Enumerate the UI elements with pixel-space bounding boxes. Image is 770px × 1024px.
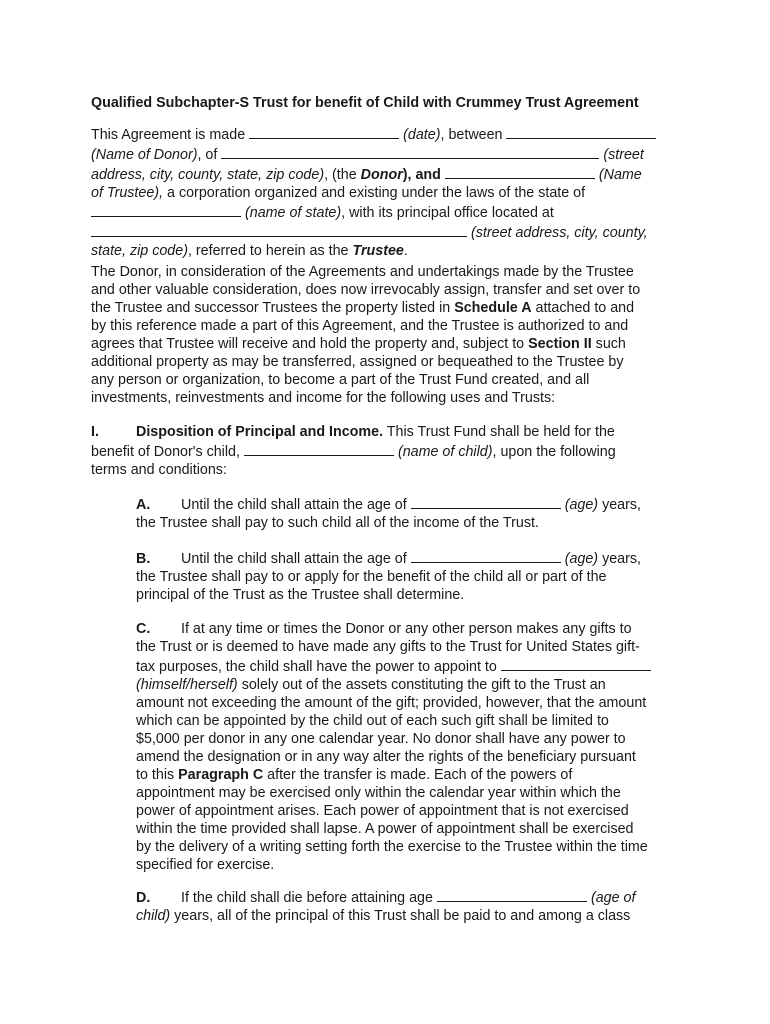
trustee-address-blank[interactable]: [91, 222, 467, 237]
appointee-blank[interactable]: [501, 656, 651, 671]
document-title: Qualified Subchapter-S Trust for benefit of Child with Crummey Trust Agreement: [91, 95, 639, 111]
intro-line-2: (Name of Donor), of (street: [91, 144, 681, 164]
paragraph-c: C. If at any time or times the Donor or any other person makes any gifts to the Trust or is deemed to have made any gifts to the Trust for United States gift- tax purposes, the child shall have the power to appoint to (himself/herself) solely out of the assets constituting the gift to the Trust an amount not exceeding the amount of the gift; provided, however, that the amount which can be appointed by the child out of each such gift shall be limited to $5,000 per donor in any one calendar year. No donor shall have any power to amend the designation or in any way alter the rights of the beneficiary pursuant to this Paragraph C after the transfer is made. Each of the powers of appointment may be exercised only within the calendar year within which the power of appointment arises. Each power of appointment that is not exercised within the time provided shall lapse. A power of appointment shall be exercised by the delivery of a writing setting forth the exercise to the Trustee within the time specified for exercise.: [136, 620, 681, 874]
intro-line-6: (street address, city, county,: [91, 222, 681, 242]
paragraph-b: B. Until the child shall attain the age of (age) years, the Trustee shall pay to or apply for the benefit of the child all or part of the principal of the Trust as the Trustee shall determine.: [136, 548, 681, 604]
intro-line-1: This Agreement is made (date), between: [91, 124, 681, 144]
intro-line-7: state, zip code), referred to herein as the Trustee.: [91, 243, 408, 259]
age-blank-b[interactable]: [411, 548, 561, 563]
consideration-paragraph: The Donor, in consideration of the Agreements and undertakings made by the Trustee and other valuable consideration, does now irrevocably assign, transfer and set over to the Trustee and successor Trustees the property listed in Schedule A attached to and by this reference made a part of this Agreement, and the Trustee is authorized to and agrees that Trustee will receive and hold the property and, subject to Section II such additional property as may be transferred, assigned or bequeathed to the Trustee by any person or organization, to become a part of the Trust Fund created, and all investments, reinvestments and income for the following uses and Trusts:: [91, 264, 641, 406]
intro-line-3: address, city, county, state, zip code), (the Donor), and (Name: [91, 164, 681, 184]
section-1: I. Disposition of Principal and Income. This Trust Fund shall be held for the benefit of Donor's child, (name of child), upon the following terms and conditions:: [91, 424, 616, 478]
intro-line-5: (name of state), with its principal office located at: [91, 202, 681, 222]
age-blank-a[interactable]: [411, 494, 561, 509]
section-heading: Disposition of Principal and Income.: [136, 424, 384, 440]
date-blank[interactable]: [249, 124, 399, 139]
donor-name-blank[interactable]: [506, 124, 656, 139]
paragraph-d: D. If the child shall die before attaining age (age of child) years, all of the principal of this Trust shall be paid to and among a class: [136, 887, 681, 925]
child-name-blank[interactable]: [244, 441, 394, 456]
paragraph-a: A. Until the child shall attain the age of (age) years, the Trustee shall pay to such child all of the income of the Trust.: [136, 494, 681, 532]
intro-paragraph: [91, 124, 681, 260]
intro-line-4: of Trustee), a corporation organized and existing under the laws of the state of: [91, 185, 586, 201]
state-blank[interactable]: [91, 202, 241, 217]
section-number: I.: [91, 424, 99, 440]
donor-address-blank[interactable]: [221, 144, 599, 159]
trustee-name-blank[interactable]: [445, 164, 595, 179]
age-of-child-blank[interactable]: [437, 887, 587, 902]
